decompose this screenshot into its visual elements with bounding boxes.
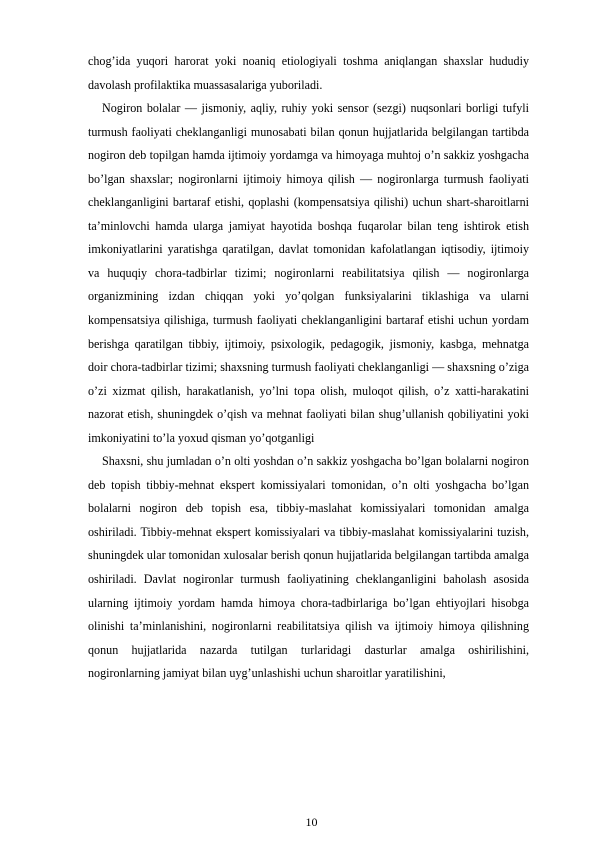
paragraph-disability-commissions: Shaxsni, shu jumladan o’n olti yoshdan o’n sakkiz yoshgacha bo’lgan bolalarni nogiron deb topish tibbiy-mehnat ekspert komissiyalari tomonidan, o’n olti yoshgacha bo’lgan bolalarni nogiron deb topish esa, tibbiy-maslahat komissiyalari tomonidan amalga oshiriladi. Tibbiy-mehnat ekspert komissiyalari va tibbiy-maslahat komissiyalarini tuzish, shuningdek ular tomonidan xulosalar berish qonun hujjatlarida belgilangan tartibda amalga oshiriladi. Davlat nogironlar turmush faoliyatining cheklanganligini baholash asosida ularning ijtimoiy yordam hamda himoya chora-tadbirlariga bo’lgan ehtiyojlari hisobga olinishi ta’minlanishini, nogironlarni reabilitatsiya qilish va ijtimoiy himoya qilishning qonun hujjatlarida nazarda tutilgan turlaridagi dasturlar amalga oshirilishini, nogironlarning jamiyat bilan uyg’unlashishi uchun sharoitlar yaratilishini, <box>88 454 529 681</box>
document-page <box>88 50 529 686</box>
page-number: 10 <box>305 815 318 829</box>
paragraph-disabled-children-definition: Nogiron bolalar — jismoniy, aqliy, ruhiy yoki sensor (sezgi) nuqsonlari borligi tufyli turmush faoliyati cheklanganligi munosabati bilan qonun hujjatlarida belgilangan tartibda nogiron deb topilgan hamda ijtimoiy yordamga va himoyaga muhtoj o’n sakkiz yoshgacha bo’lgan shaxslar; nogironlarni ijtimoiy himoya qilish — nogironlarga turmush faoliyati cheklanganligini bartaraf etishi, qoplashi (kompensatsiya qilishi) uchun shart-sharoitlarni ta’minlovchi hamda ularga jamiyat hayotida boshqa fuqarolar bilan teng ishtirok etish imkoniyatlarini yaratishga qaratilgan, davlat tomonidan kafolatlangan iqtisodiy, ijtimoiy va huquqiy chora-tadbirlar tizimi; nogironlarni reabilitatsiya qilish — nogironlarga organizmining izdan chiqqan yoki yo’qolgan funksiyalarini tiklashiga va ularni kompensatsiya qilishiga, turmush faoliyati cheklanganligini bartaraf etishi uchun yordam berishga qaratilgan tibbiy, ijtimoiy, psixologik, pedagogik, jismoniy, kasbga, mehnatga doir chora-tadbirlar tizimi; shaxsning turmush faoliyati cheklanganligi — shaxsning o’ziga o’zi xizmat qilish, harakatlanish, yo’lni topa olish, muloqot qilish, o’z xatti-harakatini nazorat etish, shuningdek o’qish va mehnat faoliyati bilan shug’ullanish qobiliyatini yoki imkoniyatini to’la yoxud qisman yo’qotganligi <box>88 101 529 445</box>
paragraph-continuation: chog’ida yuqori harorat yoki noaniq etiologiyali toshma aniqlangan shaxslar hududiy davolash profilaktika muassasalariga yuboriladi. <box>88 54 529 92</box>
